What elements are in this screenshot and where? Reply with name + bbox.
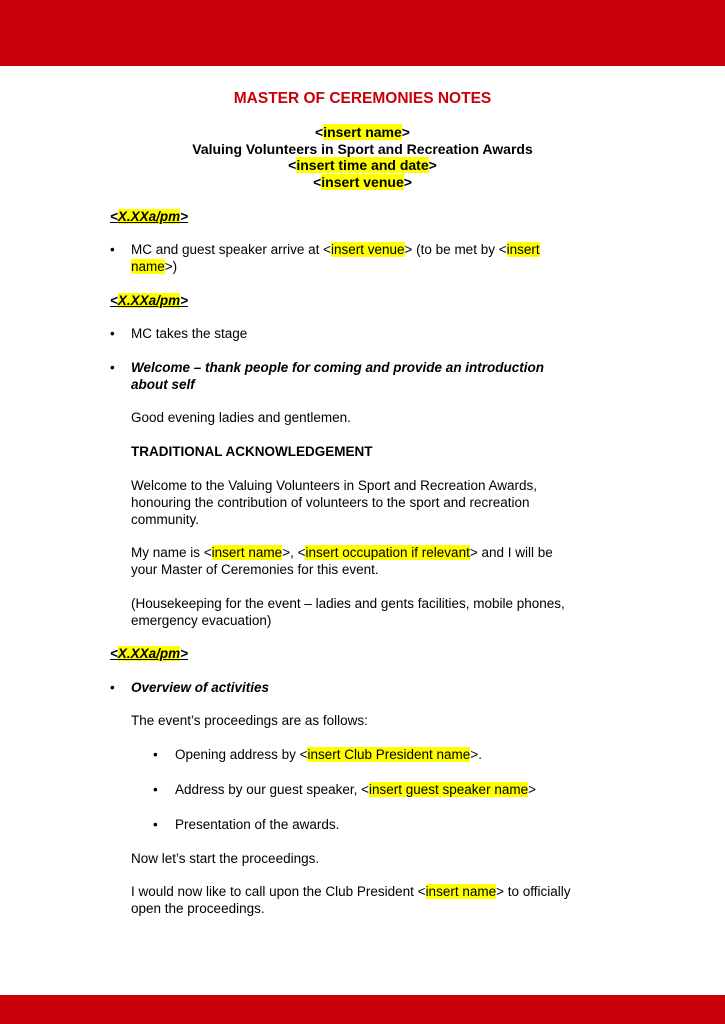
bullet-dot: •: [110, 326, 115, 341]
header-venue-line: <insert venue>: [313, 174, 412, 190]
time-date-placeholder: insert time and date: [296, 157, 429, 173]
welcome-item: Welcome – thank people for coming and provide an introduction about self: [131, 360, 545, 392]
intro-paragraph: My name is <insert name>, <insert occupation if relevant> and I will be your Master of Ceremonies for this event.: [131, 545, 553, 577]
guest-speaker-item: Address by our guest speaker, <insert guest speaker name>: [175, 782, 536, 797]
sub-bullet-dot: •: [153, 747, 158, 762]
top-red-band: [0, 0, 725, 66]
acknowledgement-heading: TRADITIONAL ACKNOWLEDGEMENT: [131, 444, 373, 459]
name-placeholder: insert name: [323, 124, 402, 140]
bullet-dot: •: [110, 680, 115, 695]
opening-address-item: Opening address by <insert Club President name>.: [175, 747, 482, 762]
header-name-line: <insert name>: [315, 124, 410, 140]
document-title: MASTER OF CEREMONIES NOTES: [233, 90, 492, 107]
proceedings-intro: The event’s proceedings are as follows:: [131, 713, 368, 728]
arrival-item: MC and guest speaker arrive at <insert venue> (to be met by <insert name>): [131, 242, 540, 274]
bottom-red-band: [0, 995, 725, 1024]
sub-bullet-dot: •: [153, 817, 158, 832]
awards-item: Presentation of the awards.: [175, 817, 340, 832]
event-title: Valuing Volunteers in Sport and Recreation Awards: [192, 141, 533, 157]
call-president-paragraph: I would now like to call upon the Club President <insert name> to officially open the proceedings.: [131, 884, 571, 916]
greeting-paragraph: Good evening ladies and gentlemen.: [131, 410, 351, 425]
housekeeping-paragraph: (Housekeeping for the event – ladies and gents facilities, mobile phones, emergency evacuation): [131, 596, 565, 628]
mc-stage-item: MC takes the stage: [131, 326, 248, 341]
venue-placeholder: insert venue: [321, 174, 404, 190]
start-paragraph: Now let’s start the proceedings.: [131, 851, 320, 866]
header-time-date-line: <insert time and date>: [288, 157, 437, 173]
welcome-paragraph: Welcome to the Valuing Volunteers in Sport and Recreation Awards, honouring the contribution of volunteers to the sport and recreation community.: [131, 478, 537, 527]
time-marker-2: <X.XXa/pm>: [110, 293, 189, 308]
overview-item: Overview of activities: [131, 680, 270, 695]
bullet-dot: •: [110, 360, 115, 375]
time-marker-3: <X.XXa/pm>: [110, 646, 189, 661]
bullet-dot: •: [110, 242, 115, 257]
sub-bullet-dot: •: [153, 782, 158, 797]
time-marker-1: <X.XXa/pm>: [110, 209, 189, 224]
